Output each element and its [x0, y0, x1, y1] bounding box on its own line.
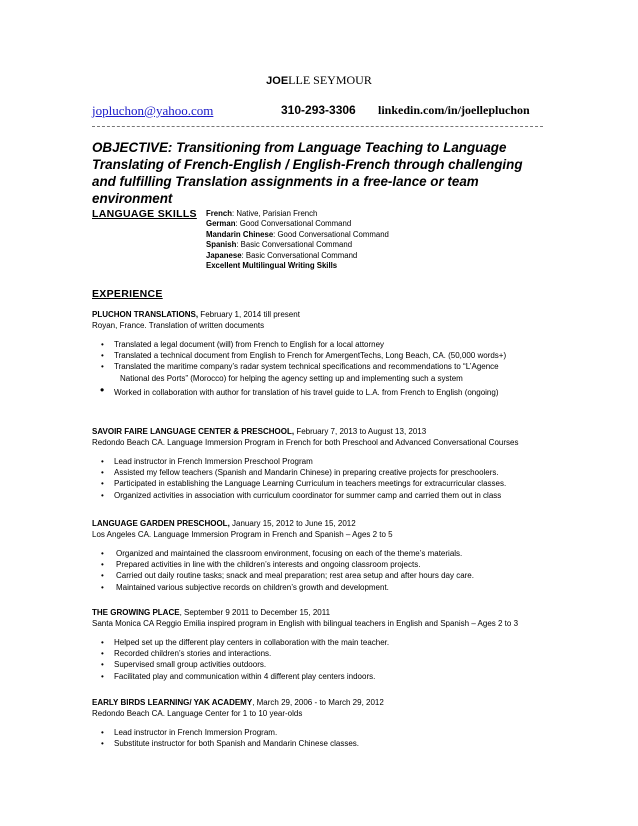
- list-item: • Organized and maintained the classroom environment, focusing on each of the theme’s materials.: [101, 549, 463, 558]
- bullet-icon: •: [101, 340, 104, 349]
- bullet-icon: •: [101, 671, 104, 681]
- job-entry: [92, 518, 552, 593]
- list-item: • Organized activities in association with curriculum coordinator for summer camp and carried them out in class: [101, 490, 502, 500]
- list-item: • Supervised small group activities outdoors.: [101, 660, 267, 670]
- bullet-icon: •: [101, 728, 104, 737]
- header-divider: [92, 126, 543, 127]
- phone-number: 310-293-3306: [281, 103, 356, 117]
- list-item: • Assisted my fellow teachers (Spanish and Mandarin Chinese) in preparing creative projects for preschoolers.: [101, 468, 499, 478]
- bullet-icon: •: [101, 351, 104, 361]
- job-header: EARLY BIRDS LEARNING/ YAK ACADEMY, March 29, 2006 - to March 29, 2012: [92, 698, 384, 707]
- job-description: Santa Monica CA Reggio Emilia inspired program in English with bilingual teachers in English and Spanish – Ages 2 to 3: [92, 619, 519, 628]
- skill-item: Mandarin Chinese: Good Conversational Command: [206, 229, 389, 239]
- job-bullets: [92, 548, 552, 593]
- job-description: Los Angeles CA. Language Immersion Program in French and Spanish – Ages 2 to 5: [92, 530, 393, 539]
- list-item: • Lead instructor in French Immersion Program.: [101, 728, 278, 737]
- experience-heading: EXPERIENCE: [92, 288, 163, 300]
- job-entry: [92, 309, 552, 398]
- bullet-icon: •: [101, 582, 104, 592]
- bullet-icon: •: [101, 739, 104, 749]
- list-item: • Substitute instructor for both Spanish and Mandarin Chinese classes.: [101, 739, 360, 749]
- resume-name: JOELLE SEYMOUR: [266, 73, 372, 87]
- skill-item: French: Native, Parisian French: [206, 209, 318, 218]
- email-link[interactable]: jopluchon@yahoo.com: [92, 103, 214, 118]
- bullet-icon: •: [101, 549, 104, 558]
- language-skills-heading: LANGUAGE SKILLS: [92, 208, 197, 220]
- job-header: THE GROWING PLACE, September 9 2011 to December 15, 2011: [92, 608, 331, 617]
- list-item: • Participated in establishing the Language Learning Curriculum in teachers meetings for extracurricular classes.: [101, 479, 507, 489]
- job-description: Redondo Beach CA. Language Immersion Program in French for both Preschool and Advanced Conversational Courses: [92, 438, 519, 447]
- list-item: • Worked in collaboration with author for translation of his travel guide to L.A. from French to English (ongoing): [100, 382, 499, 397]
- job-description: Redondo Beach CA. Language Center for 1 to 10 year-olds: [92, 709, 303, 718]
- job-bullets: [92, 637, 552, 682]
- skill-item: Spanish: Basic Conversational Command: [206, 240, 353, 250]
- language-skills-list: [206, 209, 389, 271]
- job-bullets: [92, 456, 552, 501]
- job-description: Royan, France. Translation of written documents: [92, 321, 265, 330]
- bullet-icon: •: [101, 571, 104, 581]
- skill-item: Japanese: Basic Conversational Command: [206, 250, 358, 260]
- list-item: • Lead instructor in French Immersion Preschool Program: [101, 457, 313, 466]
- job-entry: [92, 607, 552, 682]
- bullet-icon: •: [101, 457, 104, 466]
- job-entry: [92, 426, 552, 501]
- bullet-icon: •: [101, 490, 104, 500]
- bullet-icon: •: [101, 479, 104, 489]
- list-item: • Translated the maritime company’s radar system technical specifications and recommendations to “L’Agence: [101, 362, 499, 372]
- bullet-icon: •: [101, 660, 104, 670]
- list-item: • Facilitated play and communication within 4 different play centers indoors.: [101, 671, 376, 681]
- list-item: • Prepared activities in line with the children’s interests and ongoing classroom projects.: [101, 560, 421, 570]
- bullet-icon: •: [101, 560, 104, 570]
- list-item: National des Ports” (Morocco) for helping the agency setting up and implementing such a system: [120, 373, 463, 383]
- bullet-icon: •: [101, 468, 104, 478]
- skill-item: German: Good Conversational Command: [206, 219, 352, 229]
- job-header: LANGUAGE GARDEN PRESCHOOL, January 15, 2012 to June 15, 2012: [92, 519, 356, 528]
- objective: OBJECTIVE: Transitioning from Language Teaching to Language Translating of French-English / English-French through challenging and fulfilling Translation assignments in a free-lance or team environment: [92, 140, 523, 206]
- bullet-icon: •: [101, 362, 104, 372]
- bullet-icon: •: [101, 649, 104, 659]
- linkedin-url: linkedin.com/in/joellepluchon: [378, 103, 530, 117]
- job-header: SAVOIR FAIRE LANGUAGE CENTER & PRESCHOOL, February 7, 2013 to August 13, 2013: [92, 427, 427, 436]
- list-item: • Recorded children’s stories and interactions.: [101, 649, 272, 659]
- bullet-icon: •: [100, 382, 105, 397]
- list-item: • Helped set up the different play centers in collaboration with the main teacher.: [101, 638, 390, 647]
- job-bullets: [92, 339, 552, 398]
- list-item: • Maintained various subjective records on children’s growth and development.: [101, 582, 389, 592]
- job-header: PLUCHON TRANSLATIONS, February 1, 2014 till present: [92, 310, 300, 319]
- list-item: • Carried out daily routine tasks; snack and meal preparation; rest area setup and after hours day care.: [101, 571, 474, 581]
- skill-item: Excellent Multilingual Writing Skills: [206, 261, 338, 271]
- job-entry: [92, 697, 552, 749]
- bullet-icon: •: [101, 638, 104, 647]
- job-bullets: [92, 727, 552, 749]
- list-item: • Translated a technical document from English to French for AmergentTechs, Long Beach, CA. (50,000 words+): [101, 351, 507, 361]
- list-item: • Translated a legal document (will) from French to English for a local attorney: [101, 340, 385, 349]
